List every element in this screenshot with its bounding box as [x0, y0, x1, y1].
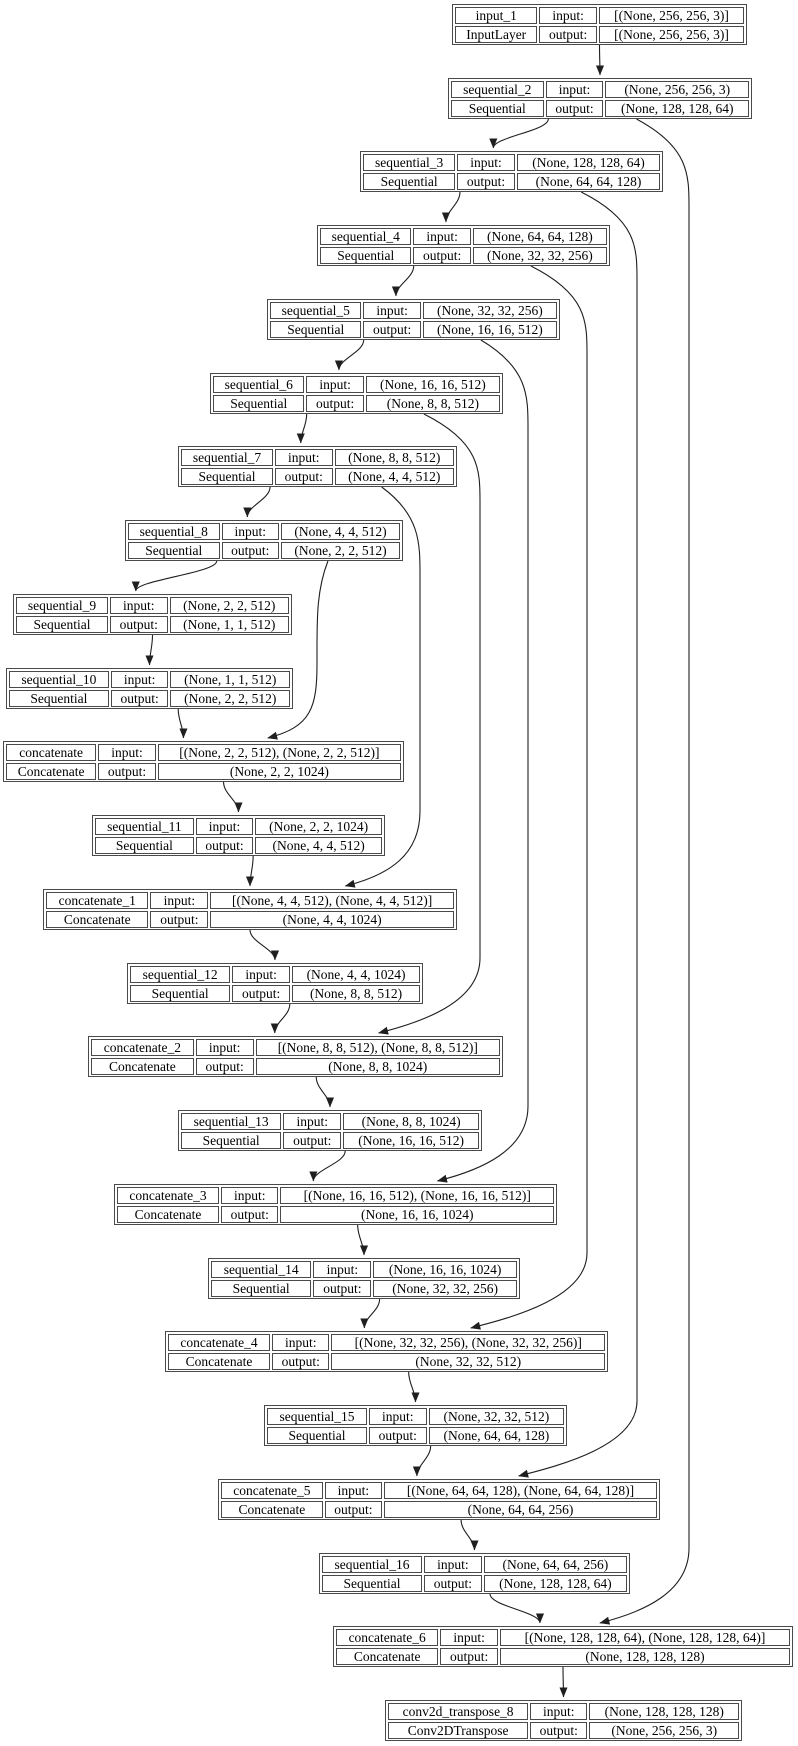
- layer-node-concatenate_6: [333, 1626, 793, 1667]
- edge-flow-sequential_10-to-concatenate: [178, 709, 183, 738]
- io-label-output: output:: [530, 1722, 587, 1739]
- output-shape: (None, 2, 2, 512): [170, 690, 290, 707]
- edge-flow-sequential_13-to-concatenate_3: [313, 1151, 345, 1181]
- input-shape: [(None, 16, 16, 512), (None, 16, 16, 512)]: [280, 1187, 554, 1204]
- io-label-input: input:: [539, 7, 597, 24]
- output-shape: (None, 64, 64, 128): [517, 173, 660, 190]
- layer-name: sequential_9: [16, 597, 108, 614]
- io-label-input: input:: [221, 1187, 278, 1204]
- layer-class: Sequential: [270, 321, 361, 338]
- edge-flow-sequential_9-to-sequential_10: [150, 635, 153, 665]
- layer-name: concatenate: [6, 744, 96, 761]
- output-shape: [(None, 256, 256, 3)]: [599, 26, 744, 43]
- layer-node-sequential_13: [178, 1110, 482, 1151]
- layer-node-concatenate_3: [114, 1184, 557, 1225]
- input-shape: (None, 8, 8, 1024): [343, 1113, 479, 1130]
- layer-class: Sequential: [322, 1575, 422, 1592]
- io-label-input: input:: [283, 1113, 341, 1130]
- output-shape: (None, 1, 1, 512): [170, 616, 289, 633]
- input-shape: (None, 2, 2, 1024): [255, 818, 382, 835]
- layer-class: Sequential: [363, 173, 455, 190]
- layer-node-sequential_12: [127, 963, 423, 1004]
- layer-name: input_1: [455, 7, 537, 24]
- layer-name: sequential_10: [9, 671, 109, 688]
- io-label-input: input:: [546, 81, 604, 98]
- layer-name: conv2d_transpose_8: [388, 1703, 528, 1720]
- output-shape: (None, 8, 8, 512): [366, 395, 500, 412]
- edge-flow-sequential_2-to-sequential_3: [493, 119, 548, 148]
- layer-name: concatenate_3: [117, 1187, 219, 1204]
- edge-flow-sequential_4-to-sequential_5: [396, 266, 414, 296]
- layer-node-sequential_8: [125, 520, 403, 561]
- edge-flow-sequential_8-to-sequential_9: [136, 561, 217, 591]
- io-label-input: input:: [306, 376, 363, 393]
- output-shape: (None, 128, 128, 64): [484, 1575, 627, 1592]
- io-label-input: input:: [457, 154, 515, 171]
- layer-record-table: [334, 1627, 792, 1667]
- layer-name: sequential_15: [267, 1408, 367, 1425]
- input-shape: (None, 32, 32, 512): [429, 1408, 564, 1425]
- layer-class: Sequential: [16, 616, 108, 633]
- layer-record-table: [268, 300, 559, 340]
- input-shape: [(None, 128, 128, 64), (None, 128, 128, 64)]: [500, 1629, 790, 1646]
- io-label-output: output:: [539, 26, 597, 43]
- layer-node-sequential_4: [317, 225, 610, 266]
- output-shape: (None, 128, 128, 64): [605, 100, 749, 117]
- io-label-output: output:: [363, 321, 420, 338]
- input-shape: (None, 64, 64, 256): [484, 1556, 627, 1573]
- io-label-input: input:: [363, 302, 420, 319]
- edge-flow-sequential_3-to-sequential_4: [446, 192, 460, 222]
- output-shape: (None, 32, 32, 256): [373, 1280, 517, 1297]
- layer-class: Sequential: [181, 468, 273, 485]
- input-shape: (None, 4, 4, 1024): [292, 966, 420, 983]
- layer-record-table: [93, 816, 384, 856]
- io-label-output: output:: [272, 1353, 329, 1370]
- layer-class: Concatenate: [46, 911, 148, 928]
- io-label-output: output:: [457, 173, 515, 190]
- output-shape: (None, 4, 4, 1024): [210, 911, 454, 928]
- layer-class: Sequential: [211, 1280, 311, 1297]
- edge-flow-concatenate_5-to-sequential_16: [461, 1520, 474, 1550]
- input-shape: (None, 32, 32, 256): [423, 302, 557, 319]
- layer-node-concatenate_5: [218, 1479, 660, 1520]
- layer-record-table: [166, 1332, 607, 1372]
- layer-class: Sequential: [130, 985, 230, 1002]
- layer-node-sequential_9: [13, 594, 292, 635]
- layer-name: sequential_13: [181, 1113, 281, 1130]
- edge-skip-sequential_4-to-concatenate_4: [471, 266, 587, 1328]
- input-shape: (None, 8, 8, 512): [335, 449, 454, 466]
- output-shape: (None, 4, 4, 512): [335, 468, 454, 485]
- output-shape: (None, 64, 64, 256): [384, 1501, 657, 1518]
- input-shape: [(None, 2, 2, 512), (None, 2, 2, 512)]: [158, 744, 401, 761]
- layer-class: Sequential: [320, 247, 411, 264]
- io-label-output: output:: [369, 1427, 427, 1444]
- output-shape: (None, 2, 2, 512): [281, 542, 400, 559]
- edge-flow-concatenate-to-sequential_11: [224, 782, 239, 812]
- io-label-input: input:: [313, 1261, 371, 1278]
- io-label-input: input:: [424, 1556, 482, 1573]
- input-shape: (None, 64, 64, 128): [473, 228, 607, 245]
- output-shape: (None, 8, 8, 512): [292, 985, 420, 1002]
- layer-record-table: [14, 595, 291, 635]
- io-label-input: input:: [413, 228, 470, 245]
- edge-flow-sequential_6-to-sequential_7: [301, 414, 307, 443]
- layer-class: Conv2DTranspose: [388, 1722, 528, 1739]
- io-label-input: input:: [98, 744, 156, 761]
- edge-flow-input_1-to-sequential_2: [600, 45, 601, 75]
- layer-node-sequential_3: [360, 151, 663, 192]
- edge-flow-concatenate_6-to-conv2d_transpose_8: [563, 1667, 564, 1697]
- layer-node-sequential_15: [264, 1405, 567, 1446]
- io-label-output: output:: [196, 1058, 254, 1075]
- layer-class: Concatenate: [168, 1353, 270, 1370]
- layer-name: sequential_8: [128, 523, 220, 540]
- layer-record-table: [115, 1185, 556, 1225]
- layer-class: Sequential: [95, 837, 194, 854]
- input-shape: (None, 1, 1, 512): [170, 671, 290, 688]
- io-label-input: input:: [111, 671, 169, 688]
- edge-skip-sequential_2-to-concatenate_6: [600, 119, 689, 1623]
- layer-class: Concatenate: [117, 1206, 219, 1223]
- layer-class: Sequential: [451, 100, 544, 117]
- io-label-output: output:: [232, 985, 290, 1002]
- io-label-output: output:: [546, 100, 604, 117]
- layer-node-concatenate_1: [43, 889, 457, 930]
- edge-flow-sequential_16-to-concatenate_6: [490, 1594, 540, 1623]
- edge-flow-sequential_11-to-concatenate_1: [250, 856, 253, 886]
- layer-name: concatenate_1: [46, 892, 148, 909]
- layer-node-sequential_5: [267, 299, 560, 340]
- layer-node-sequential_11: [92, 815, 385, 856]
- output-shape: (None, 256, 256, 3): [589, 1722, 739, 1739]
- layer-name: concatenate_2: [91, 1039, 194, 1056]
- output-shape: (None, 2, 2, 1024): [158, 763, 401, 780]
- edge-flow-sequential_12-to-concatenate_2: [275, 1004, 290, 1033]
- layer-node-sequential_10: [6, 668, 293, 709]
- output-shape: (None, 64, 64, 128): [429, 1427, 564, 1444]
- io-label-input: input:: [196, 818, 253, 835]
- layer-record-table: [453, 5, 746, 45]
- io-label-output: output:: [413, 247, 470, 264]
- io-label-input: input:: [440, 1629, 498, 1646]
- layer-name: concatenate_4: [168, 1334, 270, 1351]
- io-label-output: output:: [98, 763, 156, 780]
- io-label-input: input:: [272, 1334, 329, 1351]
- input-shape: [(None, 256, 256, 3)]: [599, 7, 744, 24]
- layer-node-conv2d_transpose_8: [385, 1700, 742, 1741]
- io-label-output: output:: [221, 1206, 278, 1223]
- output-shape: (None, 16, 16, 512): [343, 1132, 479, 1149]
- layer-name: sequential_16: [322, 1556, 422, 1573]
- layer-record-table: [449, 79, 751, 119]
- io-label-output: output:: [313, 1280, 371, 1297]
- output-shape: (None, 4, 4, 512): [255, 837, 382, 854]
- input-shape: (None, 16, 16, 1024): [373, 1261, 517, 1278]
- io-label-output: output:: [275, 468, 333, 485]
- layer-record-table: [386, 1701, 741, 1741]
- edge-flow-concatenate_2-to-sequential_13: [316, 1077, 330, 1107]
- layer-node-sequential_16: [319, 1553, 630, 1594]
- output-shape: (None, 32, 32, 256): [473, 247, 607, 264]
- edge-flow-sequential_14-to-concatenate_4: [364, 1299, 379, 1328]
- layer-name: sequential_6: [213, 376, 304, 393]
- io-label-input: input:: [110, 597, 168, 614]
- layer-node-sequential_14: [208, 1258, 520, 1299]
- layer-name: sequential_2: [451, 81, 544, 98]
- edge-flow-sequential_15-to-concatenate_5: [417, 1446, 431, 1476]
- edge-skip-sequential_6-to-concatenate_2: [379, 414, 481, 1033]
- io-label-input: input:: [530, 1703, 587, 1720]
- output-shape: (None, 16, 16, 1024): [280, 1206, 554, 1223]
- io-label-output: output:: [150, 911, 208, 928]
- io-label-output: output:: [283, 1132, 341, 1149]
- layer-record-table: [320, 1554, 629, 1594]
- layer-class: Concatenate: [91, 1058, 194, 1075]
- layer-class: Sequential: [213, 395, 304, 412]
- layer-record-table: [209, 1259, 519, 1299]
- layer-record-table: [211, 374, 502, 414]
- layer-name: sequential_5: [270, 302, 361, 319]
- layer-class: Sequential: [128, 542, 220, 559]
- input-shape: [(None, 8, 8, 512), (None, 8, 8, 512)]: [256, 1039, 500, 1056]
- layer-class: Sequential: [181, 1132, 281, 1149]
- layer-class: Sequential: [267, 1427, 367, 1444]
- io-label-output: output:: [424, 1575, 482, 1592]
- output-shape: (None, 128, 128, 128): [500, 1648, 790, 1665]
- layer-name: concatenate_5: [221, 1482, 323, 1499]
- input-shape: (None, 16, 16, 512): [366, 376, 500, 393]
- edge-flow-sequential_5-to-sequential_6: [339, 340, 364, 370]
- io-label-output: output:: [111, 690, 169, 707]
- edge-skip-sequential_8-to-concatenate: [268, 561, 328, 738]
- layer-record-table: [44, 890, 456, 930]
- input-shape: [(None, 64, 64, 128), (None, 64, 64, 128)]: [384, 1482, 657, 1499]
- layer-record-table: [4, 742, 403, 782]
- output-shape: (None, 32, 32, 512): [331, 1353, 605, 1370]
- input-shape: [(None, 4, 4, 512), (None, 4, 4, 512)]: [210, 892, 454, 909]
- io-label-output: output:: [325, 1501, 382, 1518]
- layer-record-table: [179, 1111, 481, 1151]
- input-shape: (None, 128, 128, 64): [517, 154, 660, 171]
- layer-name: sequential_12: [130, 966, 230, 983]
- layer-node-input_1: [452, 4, 747, 45]
- output-shape: (None, 16, 16, 512): [423, 321, 557, 338]
- io-label-output: output:: [110, 616, 168, 633]
- layer-node-sequential_7: [178, 446, 457, 487]
- layer-node-concatenate_2: [88, 1036, 503, 1077]
- layer-name: sequential_4: [320, 228, 411, 245]
- layer-node-concatenate: [3, 741, 404, 782]
- layer-node-concatenate_4: [165, 1331, 608, 1372]
- io-label-input: input:: [150, 892, 208, 909]
- edge-flow-concatenate_4-to-sequential_15: [409, 1372, 416, 1402]
- layer-record-table: [89, 1037, 502, 1077]
- layer-record-table: [7, 669, 292, 709]
- edge-skip-sequential_3-to-concatenate_5: [519, 192, 637, 1476]
- io-label-output: output:: [196, 837, 253, 854]
- layer-node-sequential_2: [448, 78, 752, 119]
- io-label-input: input:: [369, 1408, 427, 1425]
- input-shape: (None, 256, 256, 3): [605, 81, 749, 98]
- layer-record-table: [128, 964, 422, 1004]
- io-label-input: input:: [222, 523, 279, 540]
- layer-record-table: [265, 1406, 566, 1446]
- layer-record-table: [318, 226, 609, 266]
- edge-flow-sequential_7-to-sequential_8: [247, 487, 270, 517]
- input-shape: (None, 4, 4, 512): [281, 523, 400, 540]
- layer-record-table: [179, 447, 456, 487]
- io-label-input: input:: [232, 966, 290, 983]
- layer-record-table: [126, 521, 402, 561]
- layer-name: concatenate_6: [336, 1629, 438, 1646]
- io-label-output: output:: [306, 395, 363, 412]
- io-label-input: input:: [196, 1039, 254, 1056]
- edge-flow-concatenate_1-to-sequential_12: [250, 930, 275, 960]
- layer-record-table: [219, 1480, 659, 1520]
- layer-node-sequential_6: [210, 373, 503, 414]
- input-shape: (None, 128, 128, 128): [589, 1703, 739, 1720]
- output-shape: (None, 8, 8, 1024): [256, 1058, 500, 1075]
- io-label-output: output:: [222, 542, 279, 559]
- input-shape: [(None, 32, 32, 256), (None, 32, 32, 256)]: [331, 1334, 605, 1351]
- io-label-input: input:: [325, 1482, 382, 1499]
- layer-name: sequential_14: [211, 1261, 311, 1278]
- layer-name: sequential_3: [363, 154, 455, 171]
- layer-name: sequential_7: [181, 449, 273, 466]
- layer-name: sequential_11: [95, 818, 194, 835]
- layer-record-table: [361, 152, 662, 192]
- layer-class: Concatenate: [221, 1501, 323, 1518]
- layer-class: Concatenate: [336, 1648, 438, 1665]
- input-shape: (None, 2, 2, 512): [170, 597, 289, 614]
- layer-class: InputLayer: [455, 26, 537, 43]
- layer-class: Sequential: [9, 690, 109, 707]
- io-label-output: output:: [440, 1648, 498, 1665]
- layer-class: Concatenate: [6, 763, 96, 780]
- io-label-input: input:: [275, 449, 333, 466]
- edge-flow-concatenate_3-to-sequential_14: [358, 1225, 364, 1255]
